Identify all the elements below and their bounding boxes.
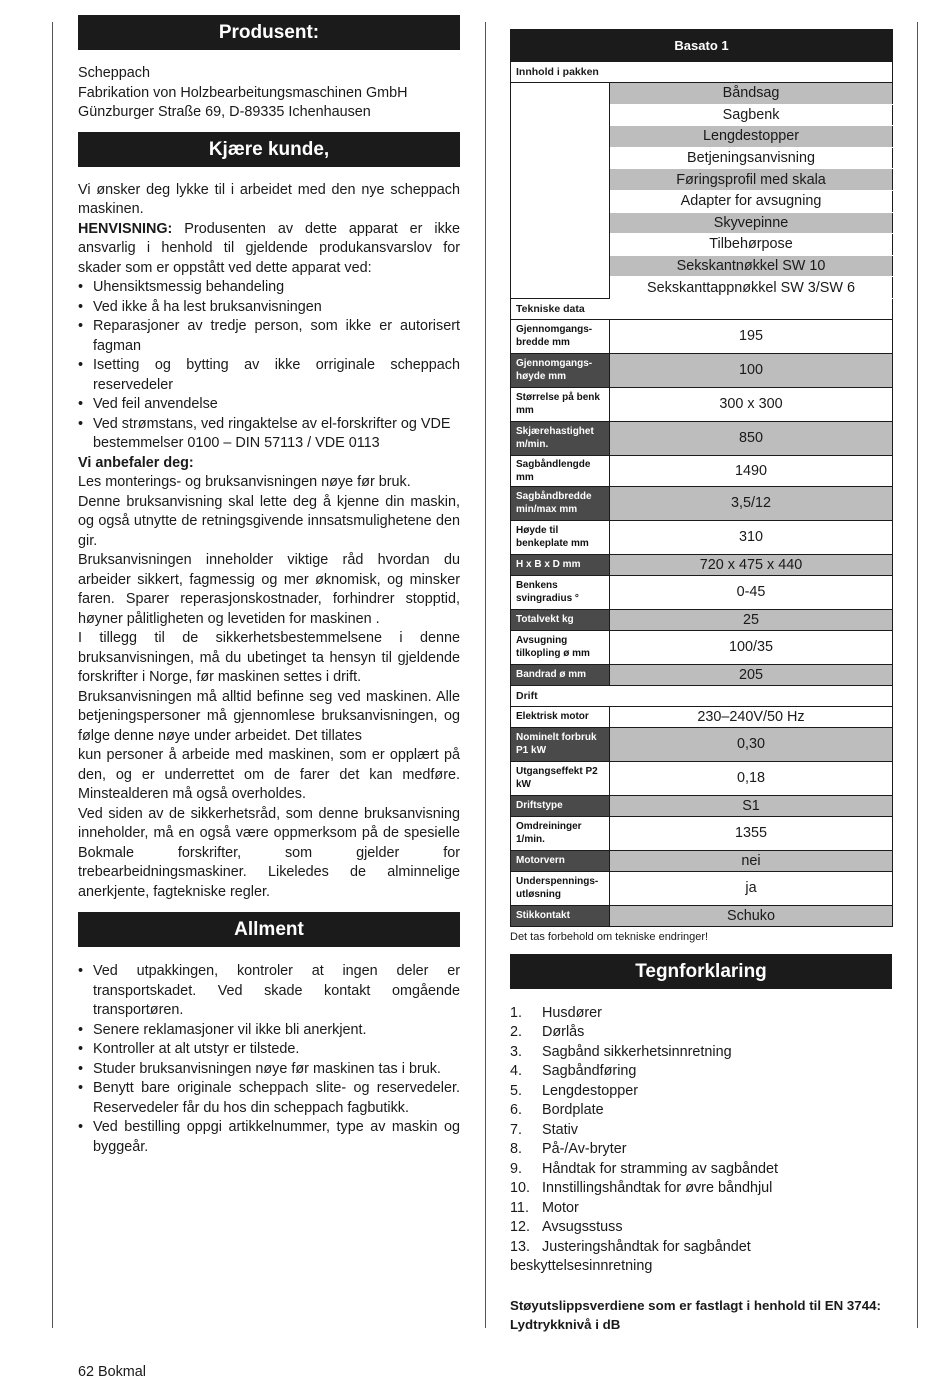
spec-label: Avsugning tilkopling ø mm [511, 630, 610, 664]
spec-value: 100 [610, 353, 893, 387]
allment-list [78, 962, 460, 1157]
section-drift: Drift [511, 685, 893, 706]
spec-label: H x B x D mm [511, 554, 610, 575]
list-item: • Studer bruksanvisningen nøye før maskinen tas i bruk. [78, 1060, 460, 1080]
spec-label: Skjærehastighet m/min. [511, 421, 610, 455]
left-margin-rule [52, 22, 53, 1328]
table-row [511, 575, 893, 609]
legend-text: Avsugsstuss [542, 1219, 623, 1236]
paragraph: Les monterings- og bruksanvisningen nøye før bruk. [78, 474, 411, 490]
legend-item [510, 1238, 892, 1277]
legend-number: 11. [510, 1199, 529, 1216]
drift-rows [511, 706, 893, 926]
spec-label: Driftstype [511, 795, 610, 816]
legend-item [510, 1160, 892, 1180]
legend-item [510, 1199, 892, 1219]
table-row [511, 520, 893, 554]
table-row [511, 554, 893, 575]
address-line: Günzburger Straße 69, D-89335 Ichenhausen [78, 104, 371, 120]
contents-item: Sagbenk [610, 104, 893, 126]
right-margin-rule [917, 22, 918, 1328]
spec-table [510, 29, 893, 927]
legend-number: 5. [510, 1082, 523, 1099]
table-note: Det tas forbehold om tekniske endringer! [510, 930, 709, 943]
legend-number: 8. [510, 1141, 523, 1158]
spec-label: Omdreininger 1/min. [511, 816, 610, 850]
legend-text: Sagbåndføring [542, 1063, 637, 1080]
spec-value: 310 [610, 520, 893, 554]
legend-item [510, 1004, 892, 1024]
spec-value: 195 [610, 319, 893, 353]
list-item: • Kontroller at alt utstyr er tilstede. [78, 1040, 460, 1060]
list-item: • Ved utpakkingen, kontroler at ingen deler er transportskadet. Ved skade kontakt omgående transportøren. [78, 962, 460, 1021]
spec-label: Sagbåndlengde mm [511, 455, 610, 486]
page-footer: 62 Bokmal [78, 1364, 146, 1380]
contents-item: Skyvepinne [610, 212, 893, 234]
table-row [511, 816, 893, 850]
legend-text: Justeringshåndtak for sagbåndet beskyttelsesinnretning [510, 1238, 751, 1275]
list-item: • Ved ikke å ha lest bruksanvisningen [78, 298, 460, 318]
list-item: • Reparasjoner av tredje person, som ikke er autorisert fagman [78, 317, 460, 356]
legend-item [510, 1082, 892, 1102]
legend-text: Innstillingshåndtak for øvre båndhjul [542, 1180, 773, 1197]
spec-label: Gjennomgangs-bredde mm [511, 319, 610, 353]
spec-value: 1490 [610, 455, 893, 486]
contents-item: Lengdestopper [610, 126, 893, 148]
anbefaler-heading: Vi anbefaler deg: [78, 454, 194, 471]
legend-text: Sagbånd sikkerhetsinnretning [542, 1043, 732, 1060]
section-contents: Innhold i pakken [511, 62, 893, 83]
list-item: • Benytt bare originale scheppach slite- og reservedeler. Reservedeler får du hos din scheppach fagbutikk. [78, 1079, 460, 1118]
legend-item [510, 1121, 892, 1141]
legend-item [510, 1101, 892, 1121]
contents-item: Båndsag [610, 83, 893, 105]
table-row [511, 353, 893, 387]
produsent-heading: Produsent: [78, 15, 460, 50]
spec-value: 0,30 [610, 727, 893, 761]
left-column [78, 15, 460, 1157]
legend-item [510, 1062, 892, 1082]
spec-label: Gjennomgangs-høyde mm [511, 353, 610, 387]
table-row [511, 455, 893, 486]
list-item: • Senere reklamasjoner vil ikke bli anerkjent. [78, 1021, 460, 1041]
legend-text: Motor [542, 1199, 579, 1216]
legend-number: 4. [510, 1063, 523, 1080]
legend-number: 9. [510, 1160, 523, 1177]
legend-item [510, 1043, 892, 1063]
contents-item: Føringsprofil med skala [610, 169, 893, 191]
spec-value: 720 x 475 x 440 [610, 554, 893, 575]
table-row [511, 630, 893, 664]
legend-number: 7. [510, 1121, 523, 1138]
spec-value: 230–240V/50 Hz [610, 706, 893, 727]
list-item: • Uhensiktsmessig behandeling [78, 278, 460, 298]
legend-text: Dørlås [542, 1024, 585, 1041]
legend-number: 12. [510, 1219, 531, 1236]
table-row [511, 421, 893, 455]
spec-value: 0-45 [610, 575, 893, 609]
spec-value: 3,5/12 [610, 486, 893, 520]
legend-item [510, 1179, 892, 1199]
allment-heading: Allment [78, 912, 460, 947]
spec-label: Totalvekt kg [511, 609, 610, 630]
address-line: Fabrikation von Holzbearbeitungsmaschinen GmbH [78, 84, 408, 101]
legend-text: På-/Av-bryter [542, 1141, 627, 1158]
legend-item [510, 1140, 892, 1160]
list-item: • Ved bestilling oppgi artikkelnummer, type av maskin og byggeår. [78, 1118, 460, 1157]
list-item: • Ved feil anvendelse [78, 395, 460, 415]
paragraph: I tillegg til de sikkerhetsbestemmelsene i denne bruksanvisningen, må du ubetinget ta hensyn til gjeldende forskrifter i Norge, før maskinen settes i drift. [78, 630, 460, 685]
manufacturer-address [78, 64, 460, 123]
contents-item: Sekskantnøkkel SW 10 [610, 255, 893, 277]
spec-value: 25 [610, 609, 893, 630]
table-row [511, 609, 893, 630]
spec-label: Motorvern [511, 850, 610, 871]
henvisning-label: HENVISNING: [78, 220, 173, 237]
legend-number: 3. [510, 1043, 523, 1060]
spec-value: ja [610, 871, 893, 905]
contents-spacer [511, 83, 610, 299]
spec-value: 850 [610, 421, 893, 455]
table-title: Basato 1 [511, 30, 893, 62]
right-column [510, 29, 892, 1335]
table-row [511, 486, 893, 520]
legend-text: Bordplate [542, 1102, 604, 1119]
spec-label: Bandrad ø mm [511, 664, 610, 685]
table-row [511, 387, 893, 421]
spec-value: 300 x 300 [610, 387, 893, 421]
legend-text: Stativ [542, 1121, 578, 1138]
spec-value: S1 [610, 795, 893, 816]
legend-number: 1. [510, 1004, 523, 1021]
contents-item: Betjeningsanvisning [610, 147, 893, 169]
spec-value: 1355 [610, 816, 893, 850]
spec-value: 205 [610, 664, 893, 685]
spec-label: Høyde til benkeplate mm [511, 520, 610, 554]
spec-label: Sagbåndbredde min/max mm [511, 486, 610, 520]
henvisning-paragraph [78, 220, 460, 279]
paragraph: Ved siden av de sikkerhetsråd, som denne bruksanvisning inneholder, må en også være oppmerksom på de spesielle Bokmale forskrifter, som gjelder for trebearbeidningsmaskiner. Likeledes de alminnelige anerkjente, fagtekniske regler. [78, 805, 460, 900]
table-row [511, 727, 893, 761]
paragraph: Bruksanvisningen må alltid befinne seg ved maskinen. Alle betjeningspersoner må gjennomlese bruksanvisningen, og følge denne nøye under arbeidet. Det tillates [78, 688, 460, 744]
spec-label: Størrelse på benk mm [511, 387, 610, 421]
paragraph: Denne bruksanvisning skal lette deg å kjenne din maskin, og også utnytte de retningsgivende innsatsmulighetene den gir. [78, 493, 460, 549]
list-item: • Ved strømstans, ved ringaktelse av el-forskrifter og VDE bestemmelser 0100 – DIN 57113 / VDE 0113 [78, 415, 460, 454]
contents-item: Sekskanttappnøkkel SW 3/SW 6 [610, 277, 893, 299]
legend-list [510, 1004, 892, 1277]
spec-label: Stikkontakt [511, 905, 610, 926]
kunde-heading: Kjære kunde, [78, 132, 460, 167]
legend-number: 13. [510, 1238, 531, 1255]
address-line: Scheppach [78, 65, 151, 81]
spec-value: 100/35 [610, 630, 893, 664]
paragraph: Bruksanvisningen inneholder viktige råd hvordan du arbeider sikkert, fagmessig og mer øknomisk, og minsker faren. Sparer reperasjonskostnader, forhindrer stopptid, høyner pålitligheten og levetiden for maskinen . [78, 552, 460, 627]
legend-text: Håndtak for stramming av sagbåndet [542, 1160, 778, 1177]
spec-label: Elektrisk motor [511, 706, 610, 727]
legend-text: Lengdestopper [542, 1082, 639, 1099]
noise-line: Lydtrykknivå i dB [510, 1317, 621, 1333]
intro-text: Vi ønsker deg lykke til i arbeidet med den nye scheppach maskinen. [78, 181, 460, 217]
spec-value: nei [610, 850, 893, 871]
table-row [511, 761, 893, 795]
legend-number: 10. [510, 1180, 531, 1197]
henvisning-text: Produsenten av dette apparat er ikke ansvarlig i henhold til gjeldende produkansvarslov for skader som er oppstått ved dette apparat ved: [78, 220, 460, 276]
spec-label: Underspennings-utløsning [511, 871, 610, 905]
tech-rows [511, 319, 893, 685]
table-row [511, 319, 893, 353]
liability-list [78, 278, 460, 454]
section-tech: Tekniske data [511, 298, 893, 319]
legend-heading: Tegnforklaring [510, 954, 892, 989]
spec-value: 0,18 [610, 761, 893, 795]
contents-item: Tilbehørpose [610, 234, 893, 256]
table-row [511, 795, 893, 816]
paragraph: kun personer å arbeide med maskinen, som er opplært på den, og er underrettet om de farer det kan medføre. Minstealderen må også overholdes. [78, 747, 460, 802]
table-row [511, 664, 893, 685]
contents-item: Adapter for avsugning [610, 190, 893, 212]
noise-line: Støyutslippsverdiene som er fastlagt i henhold til EN 3744: [510, 1297, 881, 1313]
legend-item [510, 1218, 892, 1238]
spec-label: Utgangseffekt P2 kW [511, 761, 610, 795]
table-row [511, 905, 893, 926]
center-rule [485, 22, 486, 1328]
table-row [511, 850, 893, 871]
legend-item [510, 1023, 892, 1043]
table-row [511, 871, 893, 905]
legend-number: 6. [510, 1102, 523, 1119]
list-item: • Isetting og bytting av ikke orriginale scheppach reservedeler [78, 356, 460, 395]
spec-value: Schuko [610, 905, 893, 926]
spec-label: Benkens svingradius ° [511, 575, 610, 609]
spec-label: Nominelt forbruk P1 kW [511, 727, 610, 761]
legend-number: 2. [510, 1024, 523, 1041]
table-row [511, 706, 893, 727]
legend-text: Husdører [542, 1004, 602, 1021]
